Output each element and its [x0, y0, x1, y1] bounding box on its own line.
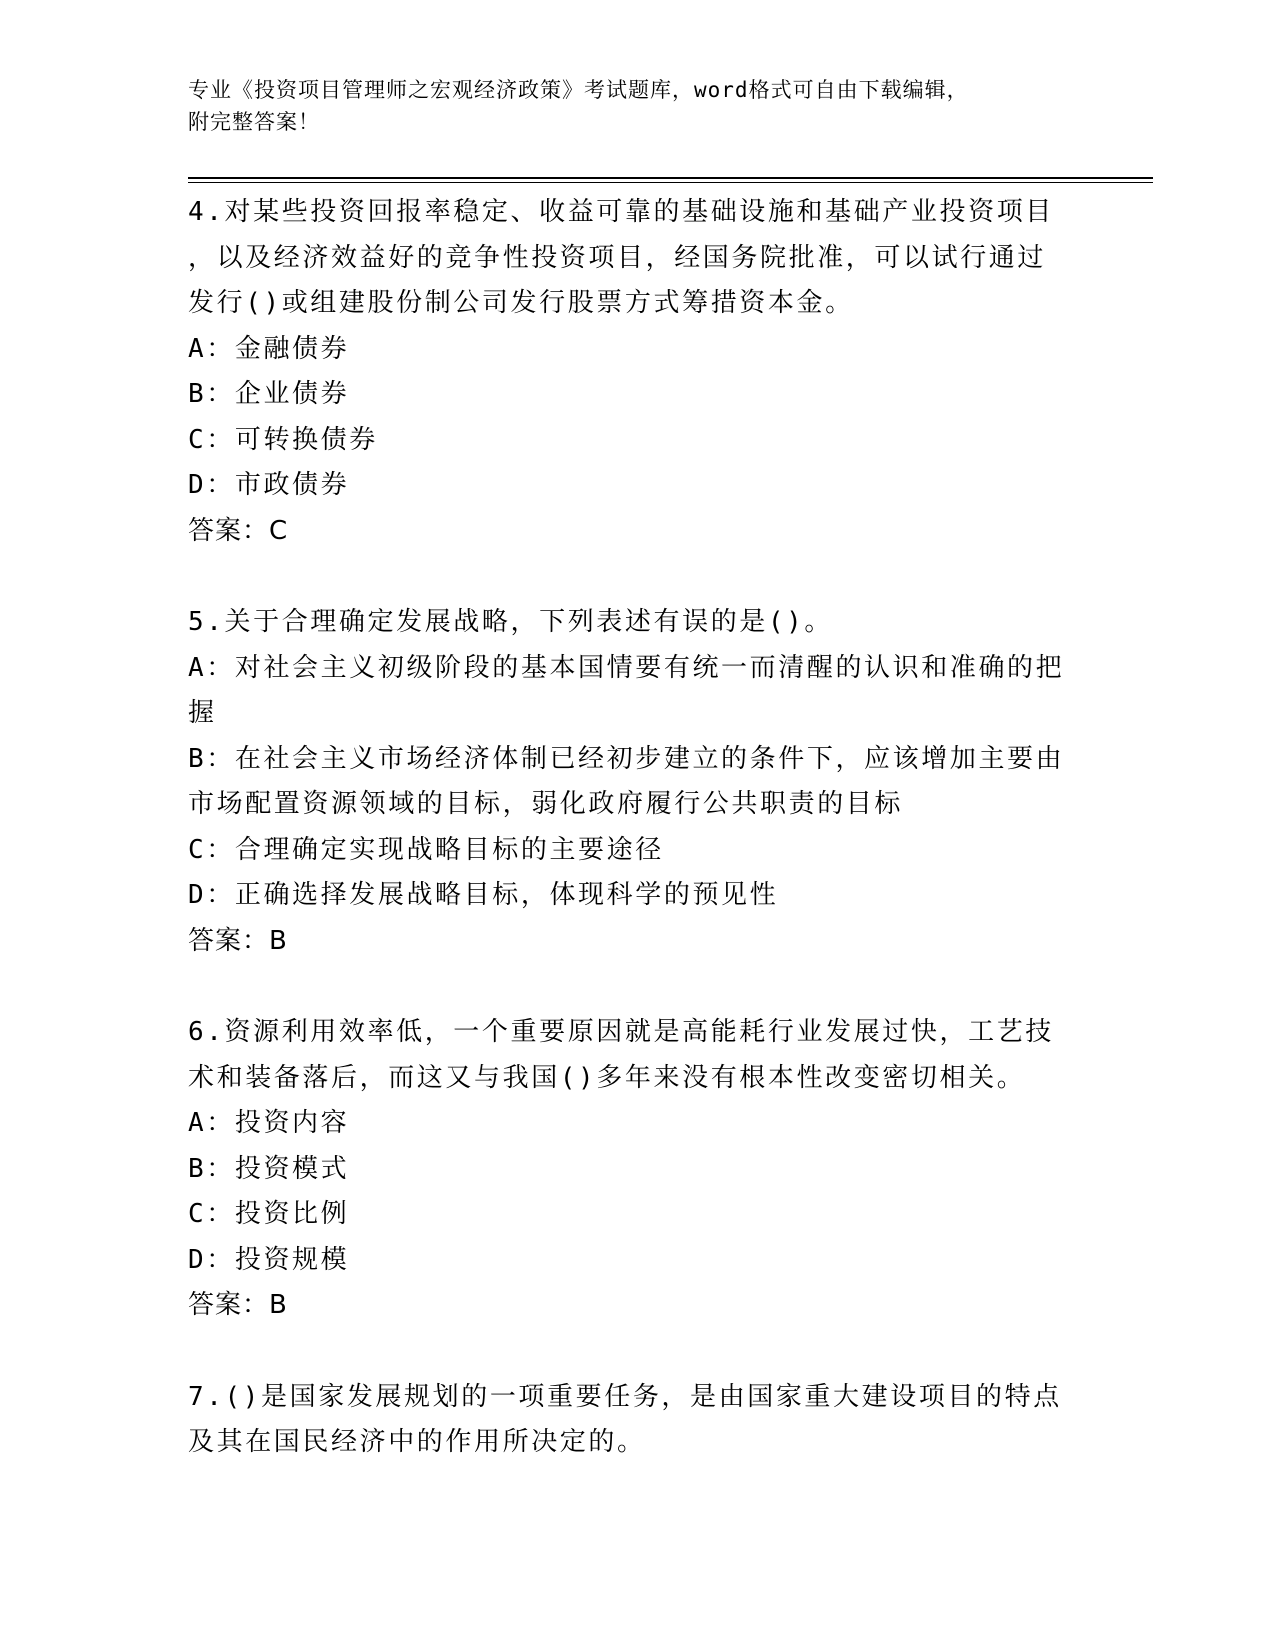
question-text-line: 术和装备落后，而这又与我国()多年来没有根本性改变密切相关。 [188, 1062, 1026, 1093]
question-text-line: ，以及经济效益好的竞争性投资项目，经国务院批准，可以试行通过 [188, 242, 1047, 273]
answer-option [188, 418, 1068, 464]
answer-option [188, 828, 1068, 874]
header-divider-thick [188, 177, 1153, 179]
document-header [188, 74, 1078, 138]
option-text-line: D：正确选择发展战略目标，体现科学的预见性 [188, 880, 779, 910]
question-spacer [188, 554, 1068, 600]
header-divider-thin [188, 182, 1153, 183]
question-block [188, 190, 1068, 554]
option-text-line: A：投资内容 [188, 1108, 350, 1138]
question-text-line: 5.关于合理确定发展战略，下列表述有误的是()。 [188, 607, 834, 637]
option-text-line: A：对社会主义初级阶段的基本国情要有统一而清醒的认识和准确的把 [188, 652, 1065, 683]
answer-option [188, 1101, 1068, 1147]
question-list [188, 190, 1068, 1466]
question-text-line: 6.资源利用效率低，一个重要原因就是高能耗行业发展过快，工艺技 [188, 1017, 1054, 1047]
option-text-line: B：企业债券 [188, 379, 350, 409]
question-spacer [188, 964, 1068, 1010]
question-block [188, 1010, 1068, 1329]
answer-option [188, 737, 1068, 828]
option-text-line: C：投资比例 [188, 1199, 350, 1229]
option-text-line: D：投资规模 [188, 1244, 350, 1275]
answer-option [188, 463, 1068, 509]
header-line-2: 附完整答案！ [188, 110, 320, 134]
option-text-line: 握 [188, 698, 217, 728]
header-line-1: 专业《投资项目管理师之宏观经济政策》考试题库，word格式可自由下载编辑， [188, 78, 969, 102]
question-block [188, 1375, 1068, 1466]
answer-option [188, 646, 1068, 737]
answer-option [188, 873, 1068, 919]
answer-option [188, 372, 1068, 418]
question-block [188, 600, 1068, 964]
option-text-line: C：可转换债券 [188, 424, 378, 455]
question-text-line: 4.对某些投资回报率稳定、收益可靠的基础设施和基础产业投资项目 [188, 197, 1054, 227]
option-text-line: B：在社会主义市场经济体制已经初步建立的条件下，应该增加主要由 [188, 743, 1065, 774]
answer-key: 答案：C [188, 515, 289, 546]
question-spacer [188, 1329, 1068, 1375]
question-text-line: 发行()或组建股份制公司发行股票方式筹措资本金。 [188, 288, 854, 318]
answer-option [188, 1238, 1068, 1284]
question-text-line: 7.()是国家发展规划的一项重要任务，是由国家重大建设项目的特点 [188, 1381, 1062, 1412]
answer-option [188, 1147, 1068, 1193]
answer-option [188, 327, 1068, 373]
answer-key: 答案：B [188, 1290, 288, 1320]
answer-option [188, 1192, 1068, 1238]
option-text-line: D：市政债券 [188, 470, 350, 500]
option-text-line: B：投资模式 [188, 1153, 350, 1184]
option-text-line: A：金融债券 [188, 333, 350, 364]
option-text-line: C：合理确定实现战略目标的主要途径 [188, 834, 664, 865]
question-text-line: 及其在国民经济中的作用所决定的。 [188, 1427, 646, 1457]
answer-key: 答案：B [188, 925, 288, 956]
option-text-line: 市场配置资源领域的目标，弱化政府履行公共职责的目标 [188, 789, 904, 819]
